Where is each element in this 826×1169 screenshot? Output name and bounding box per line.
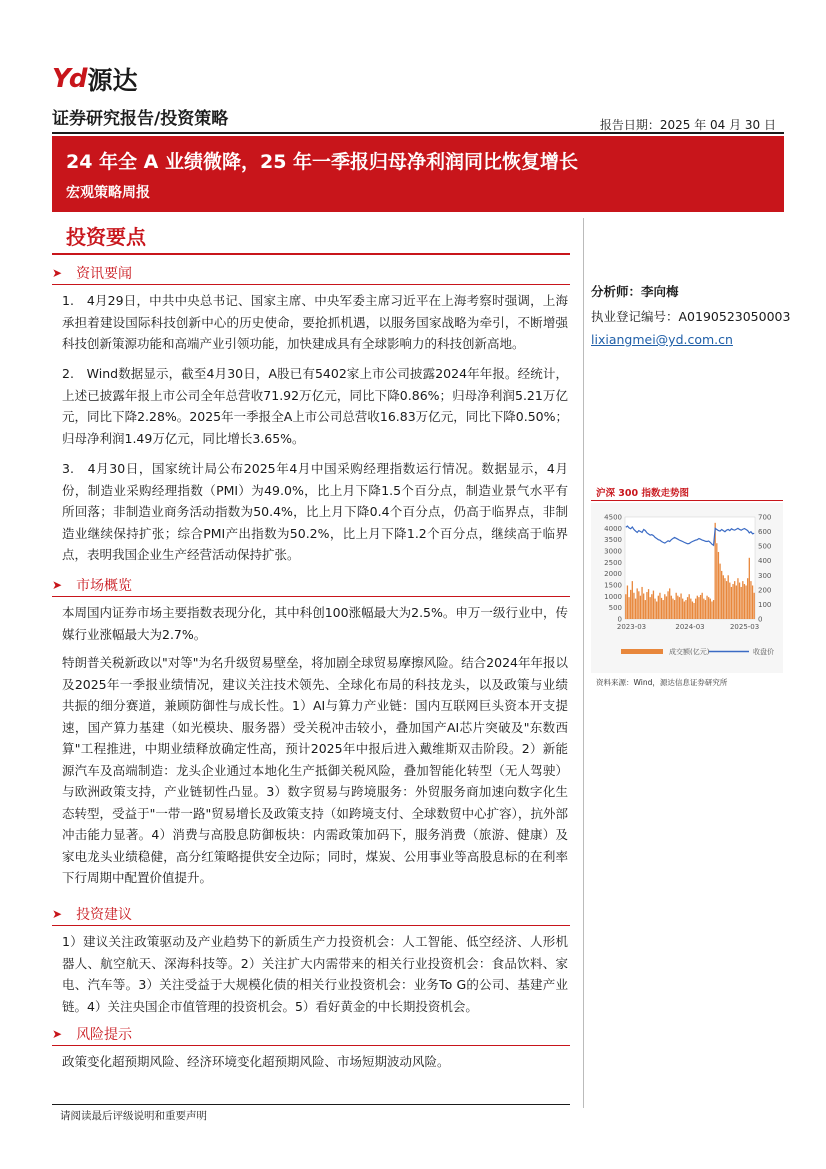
market-paragraph-1: 本周国内证券市场主要指数表现分化，其中科创100涨幅最大为2.5%。申万一级行业中，传媒行业涨幅最大为2.7%。 (62, 605, 568, 642)
volume-bar (706, 596, 707, 619)
analyst-email-link[interactable]: lixiangmei@yd.com.cn (591, 332, 733, 347)
footer-note: 请阅读最后评级说明和重要声明 (60, 1110, 207, 1122)
section-arrow-icon: ➤ (52, 907, 63, 921)
news-paragraph-1: 1. 4月29日，中共中央总书记、国家主席、中央军委主席习近平在上海考察时强调，上海承担着建设国际科技创新中心的历史使命，要抢抓机遇，以服务国家战略为牵引，不断增强科技创新策源功能和高端产业引领功能，加快建成具有全球影响力的科技创新高地。 (62, 293, 568, 351)
volume-bar (645, 600, 646, 619)
legend-swatch-volume (621, 649, 663, 654)
volume-bar (726, 581, 727, 619)
volume-bar (692, 602, 693, 619)
volume-bar (627, 585, 628, 619)
section-heading-label: 市场概览 (76, 578, 133, 594)
y-right-tick-label: 100 (758, 600, 772, 609)
volume-bar (638, 591, 639, 619)
volume-bar (698, 597, 699, 619)
volume-bar (674, 600, 675, 619)
volume-bar (719, 564, 720, 619)
volume-bar (695, 599, 696, 619)
logo-name: 源达 (87, 66, 138, 95)
chart-area (591, 503, 783, 673)
volume-bar (728, 575, 729, 619)
section-rule (52, 1045, 570, 1046)
volume-bar (721, 571, 722, 619)
chart-title-rule (591, 500, 783, 501)
volume-bar (747, 578, 748, 619)
volume-bar (630, 590, 631, 619)
volume-bar (669, 588, 670, 619)
y-left-tick-label: 3000 (604, 547, 622, 556)
volume-bar (663, 600, 664, 619)
column-divider (583, 218, 584, 1108)
y-left-tick-label: 1000 (604, 592, 622, 601)
volume-bar (689, 594, 690, 619)
volume-bar (723, 575, 724, 619)
legend-label-volume: 成交额(亿元) (669, 648, 710, 656)
section-arrow-icon: ➤ (52, 266, 63, 280)
volume-bar (697, 596, 698, 619)
y-right-tick-label: 200 (758, 586, 772, 595)
footer-rule (52, 1104, 570, 1105)
section-heading-label: 投资建议 (76, 907, 133, 923)
advice-paragraph: 1）建议关注政策驱动及产业趋势下的新质生产力投资机会：人工智能、低空经济、人形机器人、航空航天、深海科技等。2）关注扩大内需带来的相关行业投资机会：食品饮料、家电、汽车等。3）关注受益于大规模化债的相关行业投资机会：业务To G的公司、基建产业链。4）关注央国企市值管理的投资机会。5）看好黄金的中长期投资机会。 (62, 934, 568, 1014)
volume-bar (677, 596, 678, 619)
section-heading-market (52, 575, 132, 595)
x-tick-label: 2024-03 (675, 623, 705, 631)
section-heading-risk (52, 1024, 132, 1044)
news-paragraph-3: 3. 4月30日，国家统计局公布2025年4月中国采购经理指数运行情况。数据显示，4月份，制造业采购经理指数（PMI）为49.0%，比上月下降1.5个百分点，制造业景气水平有所回落；非制造业商务活动指数为50.4%，比上月下降0.4个百分点，仍高于临界点，非制造业继续保持扩张；综合PMI产出指数为50.2%，比上月下降1.2个百分点，继续高于临界点，表明我国企业生产经营活动保持扩张。 (62, 461, 568, 562)
volume-bar (676, 593, 677, 619)
report-category: 证券研究报告/投资策略 (52, 109, 229, 129)
volume-bar (671, 596, 672, 619)
analyst-name: 分析师：李向梅 (591, 284, 679, 299)
volume-bar (716, 543, 717, 619)
volume-bar (737, 578, 738, 619)
market-paragraph-2: 特朗普关税新政以"对等"为名升级贸易壁垒，将加剧全球贸易摩擦风险。结合2024年年报以及2025年一季报业绩情况，建议关注技术领先、全球化布局的科技龙头，以及政策与业绩共振的细分赛道，兼顾防御性与成长性。1）AI与算力产业链：国内互联网巨头资本开支提速，国产算力基建（如光模块、服务器）受关税冲击较小，叠加国产AI芯片突破及"东数西算"工程推进，中期业绩释放确定性高，预计2025年中报后进入戴维斯双击阶段。2）新能源汽车及高端制造：龙头企业通过本地化生产抵御关税风险，叠加智能化转型（无人驾驶）与欧洲政策支持，产业链韧性凸显。3）数字贸易与跨境服务：外贸服务商加速向数字化生态转型，受益于"一带一路"贸易增长及政策支持（如跨境支付、全球数贸中心扩容），抗外部冲击能力显著。4）消费与高股息防御板块：内需政策加码下，服务消费（旅游、健康）及家电龙头业绩稳健，高分红策略提供安全边际；同时，煤炭、公用事业等高股息标的在利率下行周期中配置价值提升。 (62, 655, 568, 885)
section-heading-news (52, 263, 132, 283)
section-heading-advice (52, 904, 132, 924)
volume-bar (702, 593, 703, 619)
volume-bar (734, 581, 735, 619)
analyst-registration: 执业登记编号：A0190523050003 (591, 309, 791, 324)
volume-bar (637, 588, 638, 619)
volume-bar (732, 584, 733, 619)
y-left-tick-label: 500 (608, 604, 622, 613)
chart-source: 资料来源：Wind，源达信息证券研究所 (596, 678, 728, 687)
news-paragraph-2: 2. Wind数据显示，截至4月30日，A股已有5402家上市公司披露2024年年报。经统计，上述已披露年报上市公司全年总营收71.92万亿元，同比下降0.86%；归母净利润5.21万亿元，同比下降2.28%。2025年一季报全A上市公司总营收16.83万亿元，同比下降0.50%；归母净利润1.49万亿元，同比增长3.65%。 (62, 366, 568, 446)
volume-bar (752, 585, 753, 619)
volume-bar (680, 594, 681, 620)
volume-bar (685, 600, 686, 619)
volume-bar (690, 599, 691, 619)
brand-logo (52, 64, 137, 94)
volume-bar (729, 583, 730, 619)
section-rule (52, 596, 570, 597)
volume-bar (682, 599, 683, 619)
y-left-tick-label: 0 (617, 615, 622, 624)
volume-bar (658, 596, 659, 619)
volume-bar (643, 594, 644, 620)
chart-title: 沪深 300 指数走势图 (596, 488, 689, 499)
volume-bar (710, 599, 711, 619)
volume-bar (640, 596, 641, 619)
section-heading-label: 资讯要闻 (76, 266, 133, 282)
y-right-tick-label: 500 (758, 542, 772, 551)
y-left-tick-label: 3500 (604, 536, 622, 545)
volume-bar (687, 597, 688, 619)
volume-bar (646, 592, 647, 619)
y-left-tick-label: 1500 (604, 581, 622, 590)
volume-bar (672, 599, 673, 619)
volume-bar (656, 602, 657, 619)
hs300-chart (591, 503, 783, 673)
volume-bar (705, 600, 706, 619)
volume-bar (641, 587, 642, 619)
volume-bar (742, 581, 743, 619)
volume-bar (651, 594, 652, 619)
volume-bar (635, 599, 636, 619)
volume-bar (684, 602, 685, 619)
section-rule (52, 284, 570, 285)
volume-bar (633, 593, 634, 619)
volume-bar (632, 581, 633, 619)
volume-bar (679, 597, 680, 619)
y-right-tick-label: 300 (758, 571, 772, 580)
risk-paragraph: 政策变化超预期风险、经济环境变化超预期风险、市场短期波动风险。 (62, 1054, 450, 1069)
volume-bar (741, 587, 742, 619)
volume-bar (744, 584, 745, 619)
y-right-tick-label: 0 (758, 615, 763, 624)
legend-label-close: 收盘价 (753, 648, 774, 656)
y-left-tick-label: 4000 (604, 524, 622, 533)
x-tick-label: 2025-03 (729, 623, 760, 631)
volume-bar (754, 593, 755, 619)
section-arrow-icon: ➤ (52, 578, 63, 592)
report-date: 报告日期：2025 年 04 月 30 日 (599, 118, 776, 132)
volume-bar (711, 602, 712, 619)
volume-bar (703, 599, 704, 619)
volume-bar (659, 593, 660, 619)
volume-bar (650, 597, 651, 619)
volume-bar (648, 589, 649, 619)
volume-bar (666, 596, 667, 619)
y-right-tick-label: 700 (758, 513, 772, 522)
y-right-tick-label: 600 (758, 528, 772, 537)
report-title: 24 年全 A 业绩微降，25 年一季报归母净利润同比恢复增长 (66, 151, 579, 173)
volume-bar (667, 591, 668, 619)
volume-bar (661, 598, 662, 619)
volume-bar (693, 603, 694, 619)
volume-bar (739, 583, 740, 619)
logo-mark: Yd (52, 64, 86, 94)
volume-bar (724, 578, 725, 619)
section-arrow-icon: ➤ (52, 1027, 63, 1041)
volume-bar (713, 600, 714, 619)
y-left-tick-label: 2500 (604, 558, 622, 567)
volume-bar (736, 585, 737, 619)
volume-bar (731, 587, 732, 619)
volume-bar (664, 594, 665, 619)
volume-bar (749, 558, 750, 619)
header-rule (52, 132, 784, 134)
volume-bar (654, 599, 655, 619)
volume-bar (700, 595, 701, 619)
volume-bar (745, 585, 746, 619)
volume-bar (625, 594, 626, 619)
volume-bar (708, 597, 709, 619)
y-left-tick-label: 4500 (604, 513, 622, 522)
key-points-rule (52, 253, 570, 255)
report-subtitle: 宏观策略周报 (66, 185, 150, 201)
section-heading-label: 风险提示 (76, 1027, 133, 1043)
key-points-title: 投资要点 (66, 225, 146, 249)
y-left-tick-label: 2000 (604, 570, 622, 579)
plot-background (625, 517, 755, 619)
y-right-tick-label: 400 (758, 557, 772, 566)
x-tick-label: 2023-03 (616, 623, 647, 631)
volume-bar (628, 597, 629, 619)
section-rule (52, 925, 570, 926)
volume-bar (653, 591, 654, 619)
volume-bar (750, 581, 751, 619)
volume-bar (718, 552, 719, 619)
